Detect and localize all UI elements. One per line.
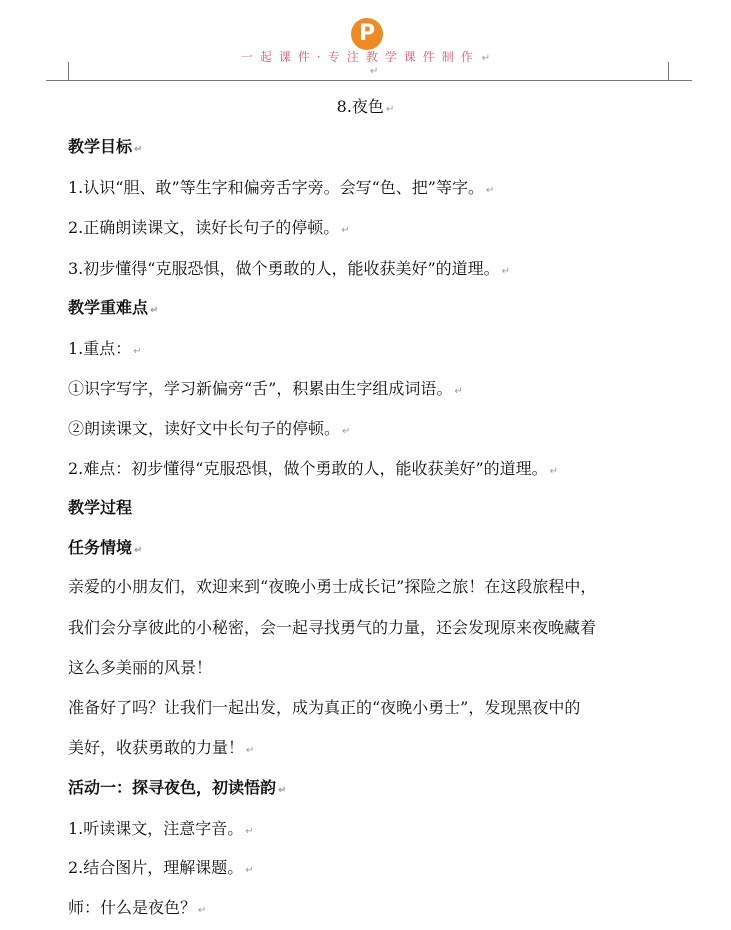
objective-item-3 — [68, 256, 510, 279]
line-text: 亲爱的小朋友们，欢迎来到“夜晚小勇士成长记”探险之旅！在这段旅程中， — [68, 577, 597, 596]
section-heading-key-points — [68, 295, 158, 318]
line-text: 3.初步懂得“克服恐惧，做个勇敢的人，能收获美好”的道理。 — [68, 259, 500, 278]
paragraph-mark-icon: ↵ — [134, 545, 143, 556]
line-text: 1.听读课文，注意字音。 — [68, 819, 244, 838]
line-text: 任务情境 — [68, 538, 133, 557]
brand-logo-icon: P — [351, 18, 383, 50]
line-text: 教学过程 — [68, 498, 133, 517]
line-text: 2.难点：初步懂得“克服恐惧，做个勇敢的人，能收获美好”的道理。 — [68, 459, 548, 478]
line-text: 活动一：探寻夜色，初读悟韵 — [68, 778, 277, 797]
scenario-paragraph-line-2 — [68, 615, 596, 638]
paragraph-mark-icon: ↵ — [481, 53, 491, 64]
line-text: 1.重点： — [68, 339, 132, 358]
paragraph-mark-icon: ↵ — [246, 745, 255, 756]
line-text: 准备好了吗？让我们一起出发，成为真正的“夜晚小勇士”，发现黑夜中的 — [68, 698, 581, 717]
line-text: ②朗读课文，读好文中长句子的停顿。 — [68, 419, 341, 438]
paragraph-mark-icon: ↵ — [198, 905, 207, 916]
line-text: ①识字写字，学习新偏旁“舌”，积累由生字组成词语。 — [68, 379, 453, 398]
paragraph-mark-icon: ↵ — [134, 144, 143, 155]
header-tagline-text: 一起课件·专注教学课件制作 — [240, 50, 480, 64]
line-text: 2.结合图片，理解课题。 — [68, 858, 244, 877]
paragraph-mark-icon: ↵ — [342, 426, 351, 437]
paragraph-mark-icon: ↵ — [385, 104, 395, 115]
paragraph-mark-icon: ↵ — [549, 466, 559, 477]
header-corner-right — [668, 62, 669, 80]
paragraph-mark-icon: ↵ — [370, 66, 379, 77]
line-text: 我们会分享彼此的小秘密，会一起寻找勇气的力量，还会发现原来夜晚藏着 — [68, 618, 597, 637]
activity-step-2 — [68, 855, 254, 878]
line-text: 美好，收获勇敢的力量！ — [68, 738, 245, 757]
paragraph-mark-icon: ↵ — [245, 865, 254, 876]
line-text: 1.认识“胆、敢”等生字和偏旁舌字旁。会写“色、把”等字。 — [68, 178, 484, 197]
line-text: 教学目标 — [68, 137, 133, 156]
header-rule — [46, 80, 692, 81]
paragraph-mark-icon: ↵ — [133, 346, 142, 357]
activity-heading-1 — [68, 775, 286, 798]
line-text: 这么多美丽的风景！ — [68, 658, 213, 677]
objective-item-1 — [68, 175, 494, 198]
paragraph-mark-icon: ↵ — [341, 225, 350, 236]
line-text: 教学重难点 — [68, 298, 149, 317]
scenario-paragraph-line-1 — [68, 574, 596, 597]
teacher-question — [68, 895, 206, 918]
activity-step-1 — [68, 816, 254, 839]
paragraph-mark-icon: ↵ — [150, 305, 159, 316]
line-text: 2.正确朗读课文，读好长句子的停顿。 — [68, 218, 340, 237]
section-heading-scenario — [68, 535, 142, 558]
section-heading-process — [68, 495, 132, 518]
header-corner-left — [68, 62, 69, 80]
key-point-item-2 — [68, 416, 350, 439]
paragraph-mark-icon: ↵ — [245, 826, 254, 837]
document-title — [0, 94, 731, 117]
document-title-text: 8.夜色 — [336, 97, 384, 116]
paragraph-mark-icon: ↵ — [278, 785, 287, 796]
scenario-paragraph-line-4 — [68, 695, 580, 718]
difficulty-item — [68, 456, 558, 479]
header-tagline — [0, 48, 731, 65]
paragraph-mark-icon: ↵ — [454, 386, 463, 397]
line-text: 师：什么是夜色？ — [68, 898, 197, 917]
scenario-paragraph-line-5 — [68, 735, 254, 758]
key-point-label — [68, 336, 142, 359]
key-point-item-1 — [68, 376, 463, 399]
section-heading-objectives — [68, 134, 142, 157]
scenario-paragraph-line-3 — [68, 655, 212, 678]
objective-item-2 — [68, 215, 350, 238]
paragraph-mark-icon: ↵ — [501, 266, 511, 277]
paragraph-mark-icon: ↵ — [486, 185, 495, 196]
